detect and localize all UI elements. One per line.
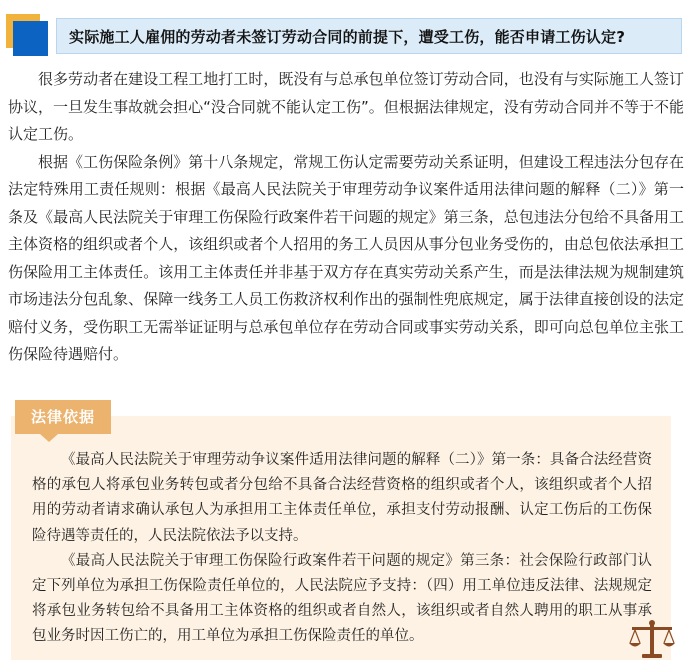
body-paragraph: 很多劳动者在建设工程工地打工时，既没有与总承包单位签订劳动合同，也没有与实际施工人签订协议，一旦发生事故就会担心“没合同就不能认定工伤”。但根据法律规定，没有劳动合同并不等于不能认定工伤。 (8, 70, 684, 143)
legal-paragraph: 《最高人民法院关于审理劳动争议案件适用法律问题的解释（二）》第一条：具备合法经营资格的承包人将承包业务转包或者分包给不具备合法经营资格的组织或者个人，该组织或者个人招用的劳动者请求确认承包人为承担用工主体责任单位，承担支付劳动报酬、认定工伤后的工伤保险待遇等责任的，人民法院依法予以支持。 (32, 452, 652, 544)
page-title: 实际施工人雇佣的劳动者未签订劳动合同的前提下，遭受工伤，能否申请工伤认定? (69, 28, 626, 46)
body-paragraph: 根据《工伤保险条例》第十八条规定，常规工伤认定需要劳动关系证明，但建设工程违法分包存在法定特殊用工责任规则：根据《最高人民法院关于审理劳动争议案件适用法律问题的解释（二）》第一条及《最高人民法院关于审理工伤保险行政案件若干问题的规定》第三条，总包违法分包给不具备用工主体资格的组织或者个人，该组织或者个人招用的务工人员因从事分包业务受伤的，由总包依法承担工伤保险用工主体责任。该用工主体责任并非基于双方存在真实劳动关系产生，而是法律法规为规制建筑市场违法分包乱象、保障一线务工人员工伤救济权利作出的强制性兜底规定，属于法律直接创设的法定赔付义务，受伤职工无需举证证明与总承包单位存在劳动合同或事实劳动关系，即可向总包单位主张工伤保险待遇赔付。 (8, 152, 684, 363)
legal-tab-pointer (40, 434, 58, 442)
body-text (8, 66, 684, 369)
legal-basis-text (32, 448, 652, 650)
title-square-icon (6, 14, 48, 56)
scale-icon (628, 618, 676, 660)
legal-basis-tab: 法律依据 (15, 400, 111, 434)
legal-paragraph: 《最高人民法院关于审理工伤保险行政案件若干问题的规定》第三条：社会保险行政部门认定下列单位为承担工伤保险责任单位的，人民法院应予支持：（四）用工单位违反法律、法规规定将承包业务转包给不具备用工主体资格的组织或者自然人，该组织或者自然人聘用的职工从事承包业务时因工伤亡的，用工单位为承担工伤保险责任的单位。 (32, 552, 652, 645)
title-box (56, 18, 682, 54)
title-bar (6, 14, 682, 54)
